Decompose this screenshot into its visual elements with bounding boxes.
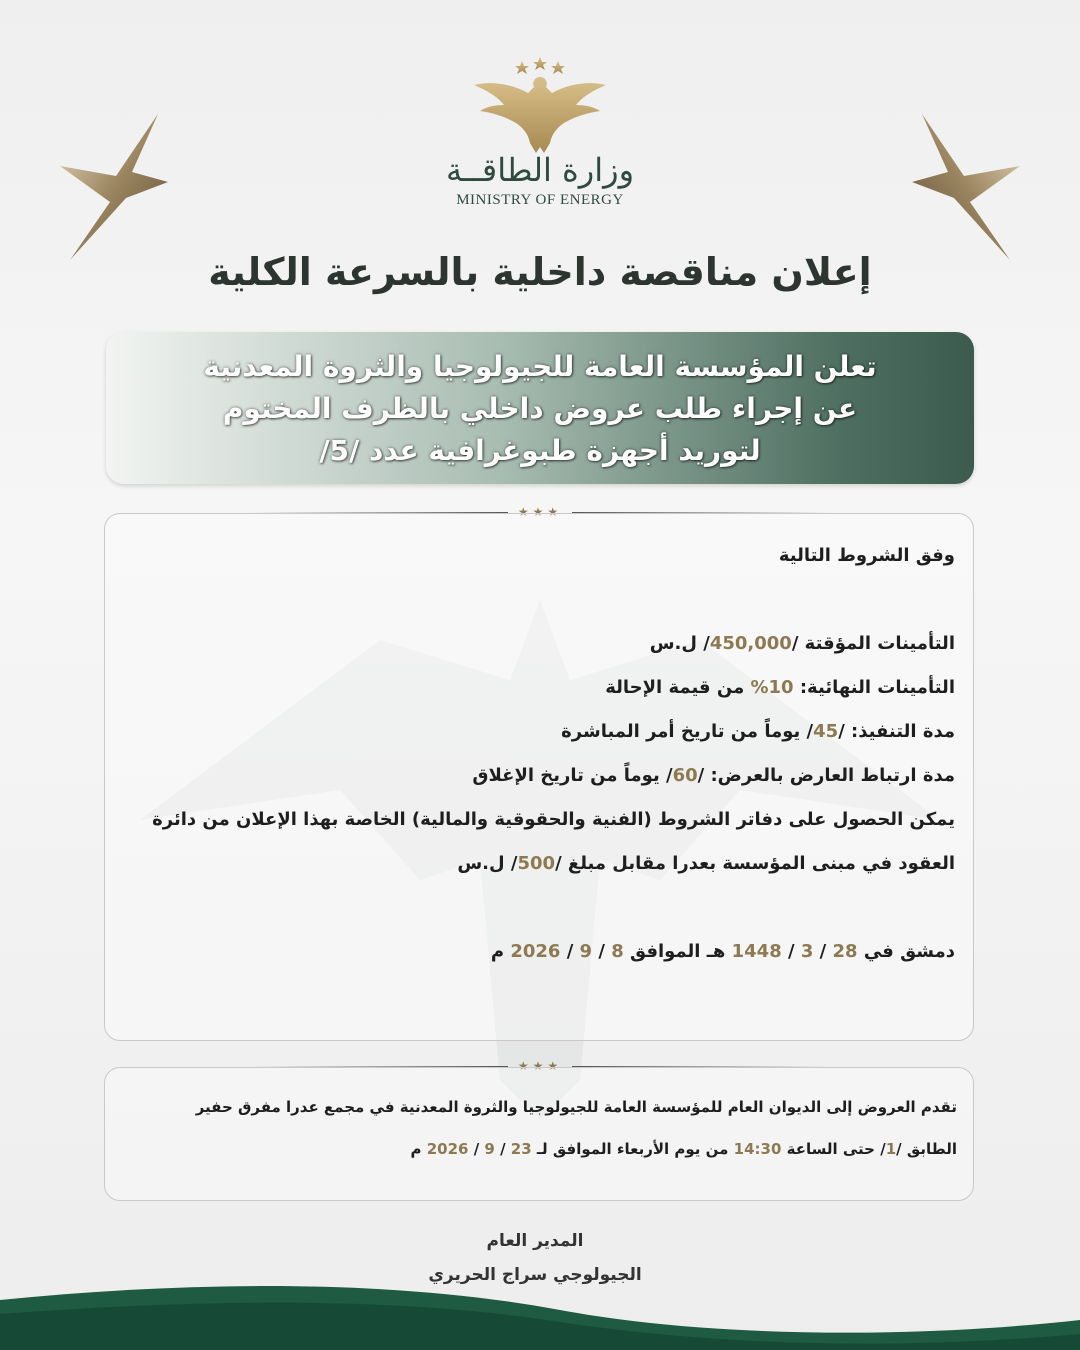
final-insurance-line: التأمينات النهائية: 10% من قيمة الإحالة (605, 677, 955, 698)
docs-line-1: يمكن الحصول على دفاتر الشروط (الفنية والحقوقية والمالية) الخاصة بهذا الإعلان من دائرة (152, 809, 955, 830)
duration-value: 45 (813, 721, 839, 742)
banner-line-2: عن إجراء طلب عروض داخلي بالظرف المختوم (222, 392, 858, 425)
divider-stars-icon: ★★★ (517, 505, 563, 519)
star-left-icon (50, 110, 170, 260)
announcement-banner (106, 332, 974, 484)
banner-line-3: لتوريد أجهزة طبوغرافية عدد /5/ (319, 434, 761, 467)
temp-insurance-line: التأمينات المؤقتة /450,000/ ل.س (649, 633, 955, 654)
final-insurance-value: 10% (750, 677, 794, 698)
duration-line: مدة التنفيذ: /45/ يوماً من تاريخ أمر المباشرة (561, 721, 955, 742)
date-line: دمشق في 28 / 3 / 1448 هـ الموافق 8 / 9 / 2026 م (490, 941, 955, 962)
temp-insurance-value: 450,000 (709, 633, 792, 654)
submission-line-1: تقدم العروض إلى الديوان العام للمؤسسة العامة للجيولوجيا والثروة المعدنية في مجمع عدرا مفرق حفير (195, 1098, 957, 1116)
eagle-logo-icon (470, 55, 610, 155)
star-right-icon (910, 110, 1030, 260)
signature-name: الجيولوجي سراج الحريري (428, 1265, 642, 1285)
submission-box (104, 1067, 974, 1201)
ministry-name-arabic: وزارة الطاقــة (445, 151, 635, 189)
binding-line: مدة ارتباط العارض بالعرض: /60/ يوماً من تاريخ الإغلاق (472, 765, 955, 786)
footer-wave-decoration (0, 1270, 1080, 1350)
docs-fee-value: 500 (517, 853, 556, 874)
signature-title: المدير العام (486, 1231, 584, 1251)
binding-value: 60 (672, 765, 698, 786)
conditions-box (104, 513, 974, 1041)
banner-line-1: تعلن المؤسسة العامة للجيولوجيا والثروة المعدنية (203, 350, 877, 383)
ministry-name-english: MINISTRY OF ENERGY (456, 192, 624, 208)
divider-stars-icon: ★★★ (517, 1059, 563, 1073)
docs-line-2: العقود في مبنى المؤسسة بعدرا مقابل مبلغ /500/ ل.س (457, 853, 955, 874)
conditions-heading: وفق الشروط التالية (778, 545, 955, 566)
submission-line-2: الطابق /1/ حتى الساعة 14:30 من يوم الأربعاء الموافق لـ 23 / 9 / 2026 م (410, 1140, 957, 1158)
page-title: إعلان مناقصة داخلية بالسرعة الكلية (208, 250, 872, 294)
